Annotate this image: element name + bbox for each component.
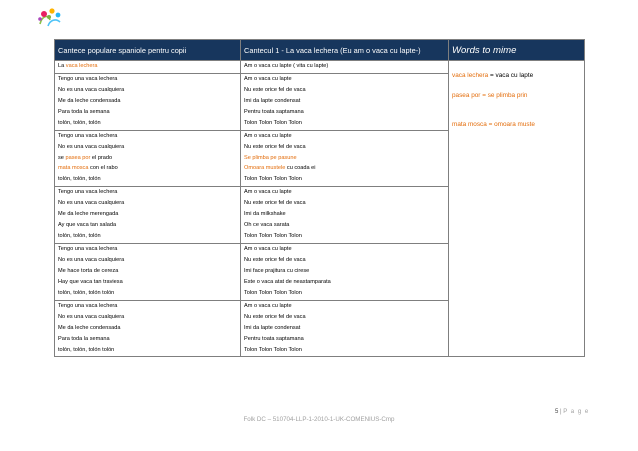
lyric-line: Nu este orice fel de vaca <box>244 86 306 93</box>
lyric-line: Tolon Tolon Tolon Tolon <box>244 233 302 240</box>
lyric-line: tolón, tolón, tolón tolón <box>58 289 115 296</box>
lyric-line: Am o vaca cu lapte <box>244 132 292 139</box>
lyric-line: Am o vaca cu lapte <box>244 302 292 309</box>
page-label: P a g e <box>563 409 590 415</box>
lyric-line: Imi face prajitura cu cirese <box>244 267 310 274</box>
lyric-line: Nu este orice fel de vaca <box>244 256 306 263</box>
lyric-line: Me da leche condensada <box>58 324 121 331</box>
lyric-line: Am o vaca cu lapte <box>244 246 292 252</box>
lyric-line: Tolon Tolon Tolon Tolon <box>244 176 302 183</box>
lyric-line: tolón, tolón, tolón <box>58 176 101 183</box>
lyric-line: Tolon Tolon Tolon Tolon <box>244 289 302 296</box>
lyric-line: No es una vaca cualquiera <box>58 200 125 207</box>
lyric-line: No es una vaca cualquiera <box>58 313 125 320</box>
verse-2-es <box>55 130 241 187</box>
lyric-line: Nu este orice fel de vaca <box>244 313 306 320</box>
intro-es-line <box>58 63 237 71</box>
lyric-line: Tengo una vaca lechera <box>58 302 118 309</box>
highlight-word: mata mosca <box>58 165 89 172</box>
header-song-category: Cantece populare spaniole pentru copii <box>55 40 241 61</box>
lyric-line: Me hace torta de cereza <box>58 267 119 274</box>
mime-item-2: pasea por = se plimba prin <box>452 92 528 99</box>
lyric-text: con el rabo <box>88 165 118 172</box>
verse-4-es <box>55 244 241 301</box>
mime-item-1-meaning: = vaca cu lapte <box>488 72 534 79</box>
lyric-line: Tolon Tolon Tolon Tolon <box>244 119 302 126</box>
lyric-line: Imi da milkshake <box>244 211 286 218</box>
highlight-line: Se plimba pe pasune <box>244 154 297 161</box>
verse-5-es <box>55 300 241 357</box>
lyric-line: Nu este orice fel de vaca <box>244 200 306 207</box>
lyric-line: Hay que vaca tan traviesa <box>58 278 123 285</box>
lyric-line: tolón, tolón, tolón tolón <box>58 346 115 353</box>
page-number <box>555 409 589 415</box>
page-number-value: 5 <box>555 409 559 415</box>
intro-ro-line: Am o vaca cu lapte ( vita cu lapte) <box>244 63 329 69</box>
lyric-line: No es una vaca cualquiera <box>58 143 125 150</box>
mime-item-1 <box>452 72 581 80</box>
verse-1-es <box>55 73 241 130</box>
lyric-line: Me da leche condensada <box>58 97 121 104</box>
lyric-line: Ay que vaca tan salada <box>58 222 117 229</box>
lyric-line: Pentru toata saptamana <box>244 108 304 115</box>
intro-es-prefix: La <box>58 63 66 69</box>
lyric-line: Tengo una vaca lechera <box>58 246 118 252</box>
lyric-line: Nu este orice fel de vaca <box>244 143 306 150</box>
lyric-line: tolón, tolón, tolón <box>58 233 101 240</box>
mime-item-1-word: vaca lechera <box>452 72 489 79</box>
lyrics-table <box>54 39 585 357</box>
header-song-title: Cantecul 1 - La vaca lechera (Eu am o vaca cu lapte-) <box>241 40 449 61</box>
lyric-line: Imi da lapte condensat <box>244 97 301 104</box>
lyric-line: Pentru toata saptamana <box>244 335 304 342</box>
intro-es-cell <box>55 61 241 74</box>
header-words-to-mime: Words to mime <box>449 40 585 61</box>
lyric-line: Am o vaca cu lapte <box>244 75 292 82</box>
lyric-line: Tengo una vaca lechera <box>58 132 118 139</box>
footer-project-code: Folk DC – 510704-LLP-1-2010-1-UK-COMENIUS-Cmp <box>243 416 395 423</box>
lyric-line: Este o vaca atat de neastamparata <box>244 278 331 285</box>
highlight-word: vaca lechera <box>65 63 98 69</box>
words-to-mime-cell <box>449 61 585 357</box>
verse-4-ro <box>241 244 449 301</box>
lyric-line: Tolon Tolon Tolon Tolon <box>244 346 302 353</box>
lyric-line: Me da leche merengada <box>58 211 119 218</box>
lyric-line: Am o vaca cu lapte <box>244 189 292 196</box>
lyric-line: tolón, tolón, tolón <box>58 119 101 126</box>
verse-1-ro <box>241 73 449 130</box>
lyric-line <box>58 155 237 163</box>
lyric-line: Tengo una vaca lechera <box>58 75 118 82</box>
table-header-row <box>55 40 585 61</box>
verse-5-ro <box>241 300 449 357</box>
mime-item-3: mata mosca = omoara muste <box>452 121 535 128</box>
lyric-text: se <box>58 154 66 161</box>
lyric-line: Para toda la semana <box>58 108 110 115</box>
decorative-flower-logo-icon <box>36 6 64 30</box>
highlight-word: Omoara mustele <box>244 165 286 172</box>
lyric-line: No es una vaca cualquiera <box>58 86 125 93</box>
lyric-text: el prado <box>90 154 113 161</box>
lyric-line <box>58 165 237 173</box>
lyric-text: cu coada ei <box>285 165 316 172</box>
lyric-line: Para toda la semana <box>58 335 110 342</box>
intro-ro-cell <box>241 61 449 74</box>
highlight-word: pasea por <box>65 154 91 161</box>
lyric-line: Oh ce vaca sarata <box>244 222 290 229</box>
verse-2-ro <box>241 130 449 187</box>
lyric-line: No es una vaca cualquiera <box>58 256 125 263</box>
intro-row <box>55 61 585 74</box>
page-number-separator: | <box>558 409 564 415</box>
lyric-line <box>244 165 445 173</box>
lyric-line: Tengo una vaca lechera <box>58 189 118 196</box>
verse-3-es <box>55 187 241 244</box>
verse-3-ro <box>241 187 449 244</box>
lyric-line: Imi da lapte condensat <box>244 324 301 331</box>
